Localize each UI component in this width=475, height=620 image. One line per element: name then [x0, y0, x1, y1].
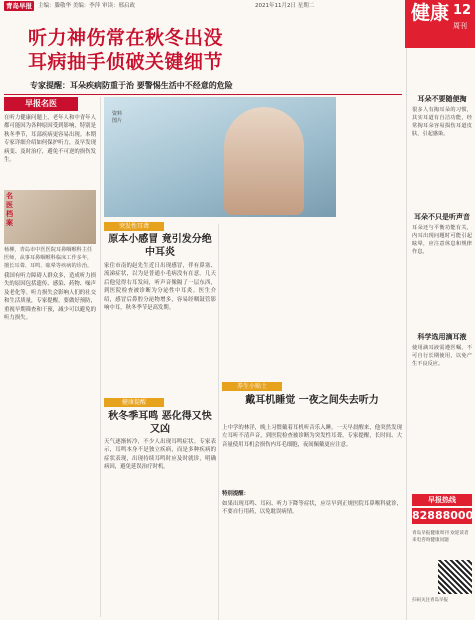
section-name: 健康: [411, 2, 450, 24]
intro-text: 在听力健康问题上，老年人和中青年人都可能因为各种原因受到影响，特别是秋冬季节，耳部疾病更容易出现。本期专家详细介绍如何保护听力，及早发现病变、及时治疗，避免不可逆的损伤发生。: [4, 115, 96, 164]
profile-tag: 名医档案: [6, 192, 13, 227]
body-c: 上中学的林洋，晚上习惯戴着耳机听音乐入睡。一天早晨醒来，他突然发现左耳听不清声音，到医院检查被诊断为突发性耳聋。专家提醒，长时间、大音量使用耳机会损伤内耳毛细胞，夜间佩戴更应注意。: [222, 425, 402, 448]
kicker-b: 健康提醒: [104, 398, 164, 407]
newspaper-logo: 青岛早报: [6, 2, 32, 10]
right-text-1: 很多人有掏耳朵的习惯，其实耳道有自洁功能，经常掏耳朵容易损伤耳道皮肤，引起感染。: [412, 107, 472, 137]
column-divider: [100, 97, 101, 617]
qr-caption: 扫码关注青岛早报: [412, 598, 448, 603]
headline-deck: 专家提醒：耳朵疾病防重于治 要警惕生活中不经意的危险: [30, 81, 233, 90]
section-sub: 周刊: [453, 22, 467, 30]
subhead-a: 原本小感冒 竟引发分绝中耳炎: [108, 234, 212, 258]
hero-photo: [104, 97, 336, 217]
body-a: 家住市南的赵先生近日出现感冒，伴有鼻塞、流涕症状，以为是普通小毛病没有在意。几天后他觉得右耳发闷，听声音像隔了一层东西，到医院检查被诊断为分泌性中耳炎。医生介绍，感冒后鼻腔分泌物增多，容易经咽鼓管影响中耳，秋冬季节是高发期。: [104, 263, 216, 312]
qr-code[interactable]: [438, 560, 472, 594]
woman-figure: [224, 107, 304, 215]
column-divider: [406, 48, 407, 620]
right-text-2: 耳朵还与平衡功能有关，内耳出现问题时可能引起眩晕，应注意休息和规律作息。: [412, 225, 472, 255]
column-divider: [218, 224, 219, 620]
photo-caption: 资料图片: [112, 111, 123, 124]
kicker-a: 突发性耳聋: [104, 222, 164, 231]
column-badge: 早报名医: [4, 97, 78, 111]
feature-body: 如果出现耳鸣、耳闷、听力下降等症状，应尽早到正规医院耳鼻喉科就诊，不要自行用药，以免耽误病情。: [222, 501, 402, 516]
subhead-c: 戴耳机睡觉 一夜之间失去听力: [245, 395, 379, 406]
body-b: 天气逐渐转冷，不少人出现耳鸣症状。专家表示，耳鸣本身不是独立疾病，而是多种疾病的症状表现，出现持续耳鸣时应及时就诊，明确病因，避免延误治疗时机。: [104, 439, 216, 471]
staff-credits: 主编：滕敬华 美编：李萍 审读：邢启政: [38, 3, 135, 9]
section-number: 12: [453, 3, 472, 18]
headline-line-1: 听力神伤常在秋冬出没: [28, 27, 224, 49]
right-heading-3: 科学选用滴耳液: [417, 333, 467, 341]
right-text-3: 使用滴耳液需遵医嘱，不可自行长期使用，以免产生不良反应。: [412, 345, 472, 367]
subhead-b: 秋冬季耳鸣 恶化得又快又凶: [108, 411, 212, 435]
headline-rule: [4, 94, 402, 95]
headline-line-2: 耳病抽手侦破关键细节: [28, 51, 224, 73]
hotline-note: 青岛早报健康周刊 欢迎读者来电咨询健康问题: [412, 531, 469, 543]
doctor-photo: [4, 190, 96, 244]
hotline-label: 早报热线: [412, 494, 472, 506]
right-heading-1: 耳朵不要随便掏: [417, 95, 467, 103]
left-body: 我国有听力障碍人群众多，造成听力损失的原因包括遗传、感染、药物、噪声及老化等。听力损失会影响人们的社交和生活质量，专家提醒，要做好预防，重视早期筛查和干预，减少可以避免的听力损失。: [4, 273, 96, 322]
issue-date: 2021年11月2日 星期二: [255, 3, 315, 9]
section-banner: [405, 0, 475, 48]
kicker-c: 养生小贴士: [222, 382, 282, 391]
page-header: [0, 0, 475, 12]
hotline-number: 82888000: [412, 509, 474, 522]
feature-label: 特别提醒：: [222, 491, 249, 497]
doctor-profile: 杨柳，青岛市中医医院耳鼻咽喉科主任医师，从事耳鼻咽喉科临床工作多年，擅长耳聋、耳鸣、眩晕等疾病的诊治。: [4, 247, 93, 269]
right-heading-2: 耳朵不只是听声音: [414, 213, 470, 221]
